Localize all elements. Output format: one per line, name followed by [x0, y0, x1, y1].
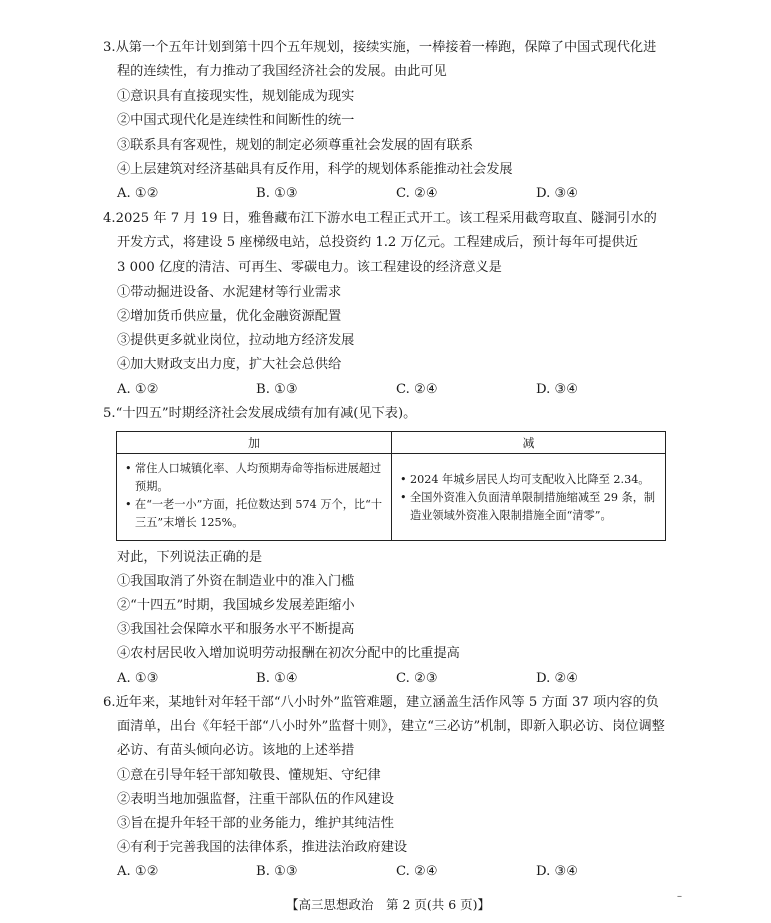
q5-subtract-item-2: • 全国外资准入负面清单限制措施缩减至 29 条，制造业领域外资准入限制措施全面“清零”。: [400, 491, 656, 522]
q5-table-cell-subtract: [392, 454, 666, 541]
q5-statement-1: ①我国取消了外资在制造业中的准入门槛: [117, 574, 355, 589]
q6-stem-line-3: 必访、有苗头倾向必访。该地的上述举措: [117, 743, 355, 758]
q6-option-c[interactable]: C. ②④: [396, 864, 438, 879]
q6-statement-1: ①意在引导年轻干部知敬畏、懂规矩、守纪律: [117, 768, 381, 783]
page-footer: 【高三思想政治 第 2 页(共 6 页)】: [286, 897, 491, 912]
q4-stem-line-3: 3 000 亿度的清洁、可再生、零碳电力。该工程建设的经济意义是: [117, 260, 502, 275]
q4-option-d[interactable]: D. ③④: [536, 382, 579, 397]
q5-option-d[interactable]: D. ②④: [536, 671, 579, 686]
q4-statement-1: ①带动掘进设备、水泥建材等行业需求: [117, 285, 342, 300]
q5-table-header-subtract: 减: [392, 432, 666, 454]
q5-statement-2: ②“十四五”时期，我国城乡发展差距缩小: [117, 598, 355, 613]
q6-option-d[interactable]: D. ③④: [536, 864, 579, 879]
q5-subtract-item-1: • 2024 年城乡居民人均可支配收入比降至 2.34。: [400, 473, 650, 486]
q4-stem-line-1: 4.2025 年 7 月 19 日，雅鲁藏布江下游水电工程正式开工。该工程采用截弯取直、隧洞引水的: [103, 211, 657, 226]
q5-intro: 5.“十四五”时期经济社会发展成绩有加有减(见下表)。: [103, 406, 417, 421]
q3-option-c[interactable]: C. ②④: [396, 186, 438, 201]
q3-statement-1: ①意识具有直接现实性，规划能成为现实: [117, 89, 355, 104]
q4-stem-line-2: 开发方式，将建设 5 座梯级电站，总投资约 1.2 万亿元。工程建成后，预计每年可提供近: [117, 235, 638, 250]
q4-statement-2: ②增加货币供应量，优化金融资源配置: [117, 309, 342, 324]
q3-statement-4: ④上层建筑对经济基础具有反作用，科学的规划体系能推动社会发展: [117, 162, 513, 177]
q5-statement-4: ④农村居民收入增加说明劳动报酬在初次分配中的比重提高: [117, 646, 460, 661]
q5-option-b[interactable]: B. ①④: [256, 671, 298, 686]
q6-stem-line-1: 6.近年来，某地针对年轻干部“八小时外”监管难题，建立涵盖生活作风等 5 方面 37 项内容的负: [103, 695, 659, 710]
q3-option-d[interactable]: D. ③④: [536, 186, 579, 201]
q5-table-cell-add: [117, 454, 392, 541]
q5-option-c[interactable]: C. ②③: [396, 671, 438, 686]
q3-option-a[interactable]: A. ①②: [117, 186, 159, 201]
q5-table: [116, 431, 666, 541]
q3-stem-line-1: 3.从第一个五年计划到第十四个五年规划，接续实施，一棒接着一棒跑，保障了中国式现代化进: [103, 40, 657, 55]
q6-statement-4: ④有利于完善我国的法律体系，推进法治政府建设: [117, 840, 408, 855]
q6-statement-2: ②表明当地加强监督，注重干部队伍的作风建设: [117, 792, 394, 807]
q3-stem-line-2: 程的连续性，有力推动了我国经济社会的发展。由此可见: [117, 64, 447, 79]
q6-stem-line-2: 面清单，出台《年轻干部“八小时外”监督十则》，建立“三必访”机制，即新入职必访、岗位调整: [117, 719, 665, 734]
q4-option-c[interactable]: C. ②④: [396, 382, 438, 397]
q5-prompt: 对此，下列说法正确的是: [117, 550, 263, 565]
q4-statement-4: ④加大财政支出力度，扩大社会总供给: [117, 357, 342, 372]
q5-table-header-add: 加: [117, 432, 392, 454]
q6-option-a[interactable]: A. ①②: [117, 864, 159, 879]
q5-option-a[interactable]: A. ①③: [117, 671, 159, 686]
q4-statement-3: ③提供更多就业岗位，拉动地方经济发展: [117, 333, 355, 348]
q4-option-b[interactable]: B. ①③: [256, 382, 298, 397]
q3-option-b[interactable]: B. ①③: [256, 186, 298, 201]
q3-statement-3: ③联系具有客观性，规划的制定必须尊重社会发展的固有联系: [117, 138, 474, 153]
q5-add-item-1: • 常住人口城镇化率、人均预期寿命等指标进展超过预期。: [125, 462, 382, 493]
q5-statement-3: ③我国社会保障水平和服务水平不断提高: [117, 622, 355, 637]
q6-statement-3: ③旨在提升年轻干部的业务能力，维护其纯洁性: [117, 816, 394, 831]
corner-mark: –: [677, 891, 682, 902]
q5-add-item-2: • 在“一老一小”方面，托位数达到 574 万个，比“十三五”末增长 125%。: [125, 498, 383, 529]
q4-option-a[interactable]: A. ①②: [117, 382, 159, 397]
q3-statement-2: ②中国式现代化是连续性和间断性的统一: [117, 113, 355, 128]
q6-option-b[interactable]: B. ①③: [256, 864, 298, 879]
